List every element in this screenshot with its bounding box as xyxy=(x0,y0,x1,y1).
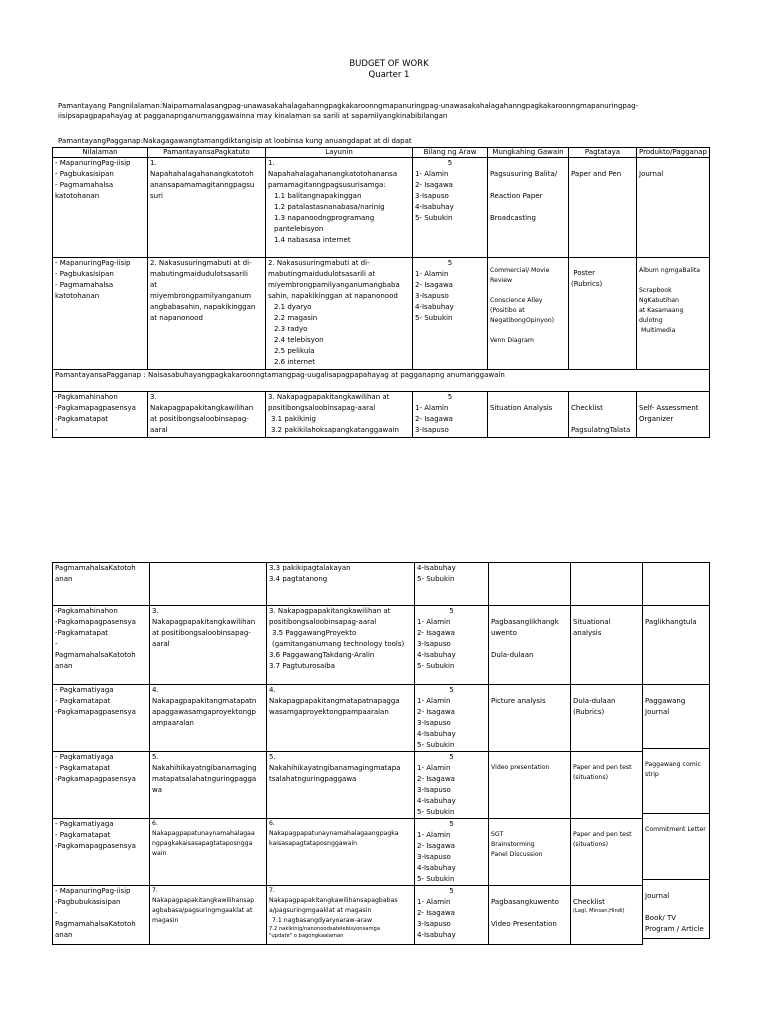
layunin-cell: 5. Nakahihikayatngibanamagingmatapa tsalahatnguringpaggawa xyxy=(269,753,401,783)
day-item: 4-Isabuhay xyxy=(417,931,456,939)
pamantayan-cell: 2. Nakasusuringmabuti at di- mabutingmaidudulotsasarili at miyembrongpamilyanganum angbabasahin, napakikinggan at napanonood xyxy=(150,259,256,322)
day-item: 4-Isabuhay xyxy=(417,564,456,572)
header-nilalaman: Nilalaman xyxy=(53,148,148,158)
nilalaman-cell: - Pagkamatiyaga - Pagkamatapat -Pagkamapagpasensya xyxy=(55,686,136,716)
layunin-item: 3.5 PaggawangProyekto (gamitanganumang technology tools) xyxy=(272,629,405,648)
gawain-cell: Pagbasanglikhangk uwento Dula-dulaan xyxy=(491,618,559,659)
produkto-cell: Paggawang comic strip xyxy=(645,761,701,778)
day-item: 3-Isapuso xyxy=(417,786,451,794)
layunin-item: 3.1 pakikinig xyxy=(271,415,316,423)
nilalaman-cell: -Pagkamahinahon -Pagkamapagpasensya -Pagkamatapat - xyxy=(55,393,136,434)
layunin-item: 2.3 radyo xyxy=(274,325,308,333)
days-count: 5 xyxy=(449,753,454,761)
day-item: 3-Isapuso xyxy=(417,853,451,861)
header-pamantayan: PamantayansaPagkatuto xyxy=(148,148,266,158)
produkto-cell: Commitment Letter xyxy=(645,826,706,833)
budget-table-1 xyxy=(52,147,710,438)
layunin-cell: 7. Nakapagpapakitangkawilihansapagbabas a/pagsuringmgaaklat at magasin xyxy=(269,887,398,914)
days-count: 5 xyxy=(447,393,453,401)
pagtataya-cell: Paper and Pen xyxy=(571,170,622,178)
days-count: 5 xyxy=(447,159,453,167)
pamantayan-sa-pagganap-row xyxy=(53,370,710,392)
day-item: 2- Isagawa xyxy=(417,909,455,917)
day-item: 2- Isagawa xyxy=(415,281,453,289)
layunin-item: 3.6 PaggawangTakdang-Aralin xyxy=(269,651,375,659)
day-item: 3-Isapuso xyxy=(417,719,451,727)
layunin-cell: 3. Nakapagpapakitangkawilihan at positibongsaloobinsapag-aaral xyxy=(269,607,391,626)
span-text: Naisasabuhayangpagkakaroonngtamangpag-uugalisapagpapahayag at pagganapng anumanggawain xyxy=(147,371,505,379)
produkto-cell: Journal xyxy=(639,170,664,178)
produkto-cell: Album ngmgaBalita Scrapbook NgKabutihan at Kasamaang dulotng Multimedia xyxy=(639,267,701,334)
table-row xyxy=(53,819,643,886)
header-produkto: Produkto/Pagganap xyxy=(637,148,710,158)
day-item: 4-Isabuhay xyxy=(415,203,454,211)
day-item: 2- Isagawa xyxy=(417,775,455,783)
pamantayan-cell: 7. Nakapagpapakitangkawilihansap agbabasa/pagsuringmgaaklat at magasin xyxy=(152,887,255,924)
pagtataya-cell: Situational analysis xyxy=(573,618,611,637)
layunin-cell: 3. Nakapagpapakitangkawilihan at positibongsaloobinsapag-aaral xyxy=(268,393,390,412)
pagtataya-cell: Paper and pen test (situations) xyxy=(573,764,632,781)
nilalaman-cell: - MapanuringPag-iisip - Pagbukasisipan - Pagmamahalsa katotohanan xyxy=(55,159,131,200)
header-row xyxy=(53,148,710,158)
header-layunin: Layunin xyxy=(266,148,413,158)
day-item: 5- Subukin xyxy=(417,808,455,816)
day-item: 5- Subukin xyxy=(417,875,455,883)
day-item: 2- Isagawa xyxy=(417,842,455,850)
day-item: 4-Isabuhay xyxy=(417,651,456,659)
nilalaman-cell: - MapanuringPag-iisip -Pagbubukasisipan - PagmamahalsaKatotoh anan xyxy=(55,887,136,939)
layunin-item: 7.2 nakikinig/nanonoodsatelebisyonsamga "update" o bagongkaalaman xyxy=(269,926,380,939)
day-item: 3-Isapuso xyxy=(415,292,449,300)
budget-table-2 xyxy=(52,562,643,945)
day-item: 4-Isabuhay xyxy=(417,797,456,805)
day-item: 1- Alamin xyxy=(415,404,449,412)
pamantayan-cell: 5. Nakahihikayatngibanamaging matapatsalahatnguringpagga wa xyxy=(152,753,257,794)
nilalaman-cell: - Pagkamatiyaga - Pagkamatapat -Pagkamapagpasensya xyxy=(55,753,136,783)
produkto-cell: Self- Assessment Organizer xyxy=(639,404,699,423)
layunin-item: 1.1 balitangnapakinggan xyxy=(274,192,362,200)
table-row xyxy=(53,563,643,606)
days-count: 5 xyxy=(447,259,453,267)
layunin-item: 1.3 napanoodngprogramang pantelebisyon xyxy=(274,214,375,233)
day-item: 1- Alamin xyxy=(417,618,451,626)
day-item: 3-Isapuso xyxy=(417,920,451,928)
layunin-cell: 1. Napahahalagahanangkatotohanansa pamamagitanngpagsusurisamga: xyxy=(268,159,398,189)
pamantayan-cell: 3. Nakapagpapakitangkawilihan at positibongsaloobinsapag- aaral xyxy=(152,607,256,648)
day-item: 1- Alamin xyxy=(415,170,449,178)
layunin-item: 3.4 pagtatanong xyxy=(269,575,328,583)
day-item: 1- Alamin xyxy=(417,764,451,772)
layunin-item: 2.1 dyaryo xyxy=(274,303,312,311)
day-item: 3-Isapuso xyxy=(417,640,451,648)
day-item: 2- Isagawa xyxy=(417,629,455,637)
day-item: 4-Isabuhay xyxy=(417,730,456,738)
table-row xyxy=(53,392,710,438)
layunin-item: 1.4 nabasasa internet xyxy=(274,236,351,244)
layunin-item: 3.7 Pagtuturosaiba xyxy=(269,662,335,670)
day-item: 1- Alamin xyxy=(417,831,451,839)
layunin-item: 2.5 pelikula xyxy=(274,347,315,355)
layunin-item: 3.2 pakikilahoksapangkatanggawain xyxy=(271,426,399,434)
day-item: 5- Subukin xyxy=(417,662,455,670)
layunin-item: 1.2 patalastasnanabasa/narinig xyxy=(274,203,385,211)
layunin-item: 2.2 magasin xyxy=(274,314,318,322)
table-row xyxy=(53,158,710,258)
layunin-cell: 4. Nakapagpapakitangmatapatnapagga wasamgaproyektongpampaaralan xyxy=(269,686,400,716)
layunin-item: 3.3 pakikipagtalakayan xyxy=(269,564,351,572)
day-item: 1- Alamin xyxy=(417,898,451,906)
day-item: 1- Alamin xyxy=(417,697,451,705)
gawain-cell: Situation Analysis xyxy=(490,404,553,412)
day-item: 5- Subukin xyxy=(417,575,455,583)
produkto-cell: Paglikhangtula xyxy=(645,618,697,626)
layunin-cell: 6. Nakapagpapatunaynamahalagaangpagka kaisasapagtataposnggawain xyxy=(269,820,399,847)
layunin-item: 2.6 internet xyxy=(274,358,316,366)
pamantayang-pangnilalaman: Pamantayang Pangnilalaman:Naipamamalasangpag-unawasakahalagahanngpagkakaroonngmapanuringpag-unawasakahalagahanngpagkakaroonngmapanuringpag-iisipsapagpapahayag at pagganapnganumanggawainna may kinalaman sa sarili at sapamilyangkinabibilangan xyxy=(58,102,639,120)
day-item: 1- Alamin xyxy=(415,270,449,278)
span-label: PamantayansaPagganap : xyxy=(55,371,148,379)
header-mungkahing-gawain: Mungkahing Gawain xyxy=(488,148,569,158)
day-item: 5- Subukin xyxy=(415,214,453,222)
layunin-item: 7.1 nagbasangdyaryoaraw-araw xyxy=(272,917,373,924)
nilalaman-cell: - Pagkamatiyaga - Pagkamatapat -Pagkamapagpasensya xyxy=(55,820,136,850)
days-count: 5 xyxy=(449,686,454,694)
gawain-cell: Picture analysis xyxy=(491,697,546,705)
day-item: 2- Isagawa xyxy=(415,181,453,189)
table-row xyxy=(53,606,643,685)
days-count: 5 xyxy=(449,607,454,615)
gawain-cell: Video presentation xyxy=(491,764,550,771)
day-item: 2- Isagawa xyxy=(415,415,453,423)
day-item: 5- Subukin xyxy=(417,741,455,749)
nilalaman-cell: PagmamahalsaKatotoh anan xyxy=(55,564,136,583)
day-item: 4-Isabuhay xyxy=(417,864,456,872)
pamantayan-cell: 4. Nakapagpapakitangmatapatn apaggawasamgaproyektongp ampaaralan xyxy=(152,686,257,727)
gawain-cell: Pagbasangkuwento Video Presentation xyxy=(491,898,559,928)
gawain-cell: Commercial/ Movie Review Conscience Alley (Positibo at NegatibongOpinyon) Venn Diagram xyxy=(490,267,555,344)
day-item: 5- Subukin xyxy=(415,314,453,322)
produkto-cell: Paggawang Journal xyxy=(645,697,688,716)
table-row xyxy=(53,752,643,819)
table-row xyxy=(53,886,643,945)
days-count: 5 xyxy=(449,820,454,828)
layunin-cell: 2. Nakasusuringmabuti at di- mabutingmaidudulotsasarili at miyembrongpamilyanganumangbaba sahin, napakikinggan at napanonood xyxy=(268,259,400,300)
pagtataya-cell: Dula-dulaan (Rubrics) xyxy=(573,697,616,716)
pamantayan-cell: 3. Nakapagpapakitangkawilihan at positibongsaloobinsapag- aaral xyxy=(150,393,254,434)
day-item: 2- Isagawa xyxy=(417,708,455,716)
budget-table-2-produkto xyxy=(642,562,710,939)
pamantayan-cell: 6. Nakapagpapatunaynamahalagaa ngpagkakaisasapagtataposngga wain xyxy=(152,820,255,857)
table-row xyxy=(53,685,643,752)
nilalaman-cell: -Pagkamahinahon -Pagkamapagpasensya -Pagkamatapat - PagmamahalsaKatotoh anan xyxy=(55,607,136,670)
day-item: 4-Isabuhay xyxy=(415,303,454,311)
nilalaman-cell: - MapanuringPag-iisip - Pagbukasisipan - Pagmamahalsa katotohanan xyxy=(55,259,131,300)
day-item: 3-Isapuso xyxy=(415,426,449,434)
document-title: BUDGET OF WORK xyxy=(349,59,429,69)
gawain-cell: SGT Brainstorming Panel Discussion xyxy=(491,831,543,858)
pamantayang-pagganap: PamantayangPagganap:Nakagagawangtamangdiktangisip at loobinsa kung anuangdapat at di dapat xyxy=(58,137,412,145)
pagtataya-cell: Checklist PagsulatngTalata xyxy=(571,404,631,434)
header-bilang-ng-araw: Bilang ng Araw xyxy=(413,148,488,158)
header-pagtataya: Pagtataya xyxy=(569,148,637,158)
table-row xyxy=(53,258,710,370)
pamantayan-cell: 1. Napahahalagahanangkatotoh anansapamamagitanngpagsu suri xyxy=(150,159,255,200)
pagtataya-cell: Poster (Rubrics) xyxy=(571,269,603,288)
layunin-item: 2.4 telebisyon xyxy=(274,336,324,344)
pagtataya-cell: Checklist xyxy=(573,898,605,906)
pagtataya-cell: Paper and pen test (situations) xyxy=(573,831,632,848)
produkto-cell: Journal Book/ TV Program / Article xyxy=(645,892,704,933)
days-count: 5 xyxy=(449,887,454,895)
gawain-cell: Pagsusuring Balita/ Reaction Paper Broadcasting xyxy=(490,170,558,222)
document-subtitle: Quarter 1 xyxy=(368,70,410,80)
day-item: 3-Isapuso xyxy=(415,192,449,200)
pagtataya-note: (Lagi, Minsan,Hindi) xyxy=(573,908,625,914)
